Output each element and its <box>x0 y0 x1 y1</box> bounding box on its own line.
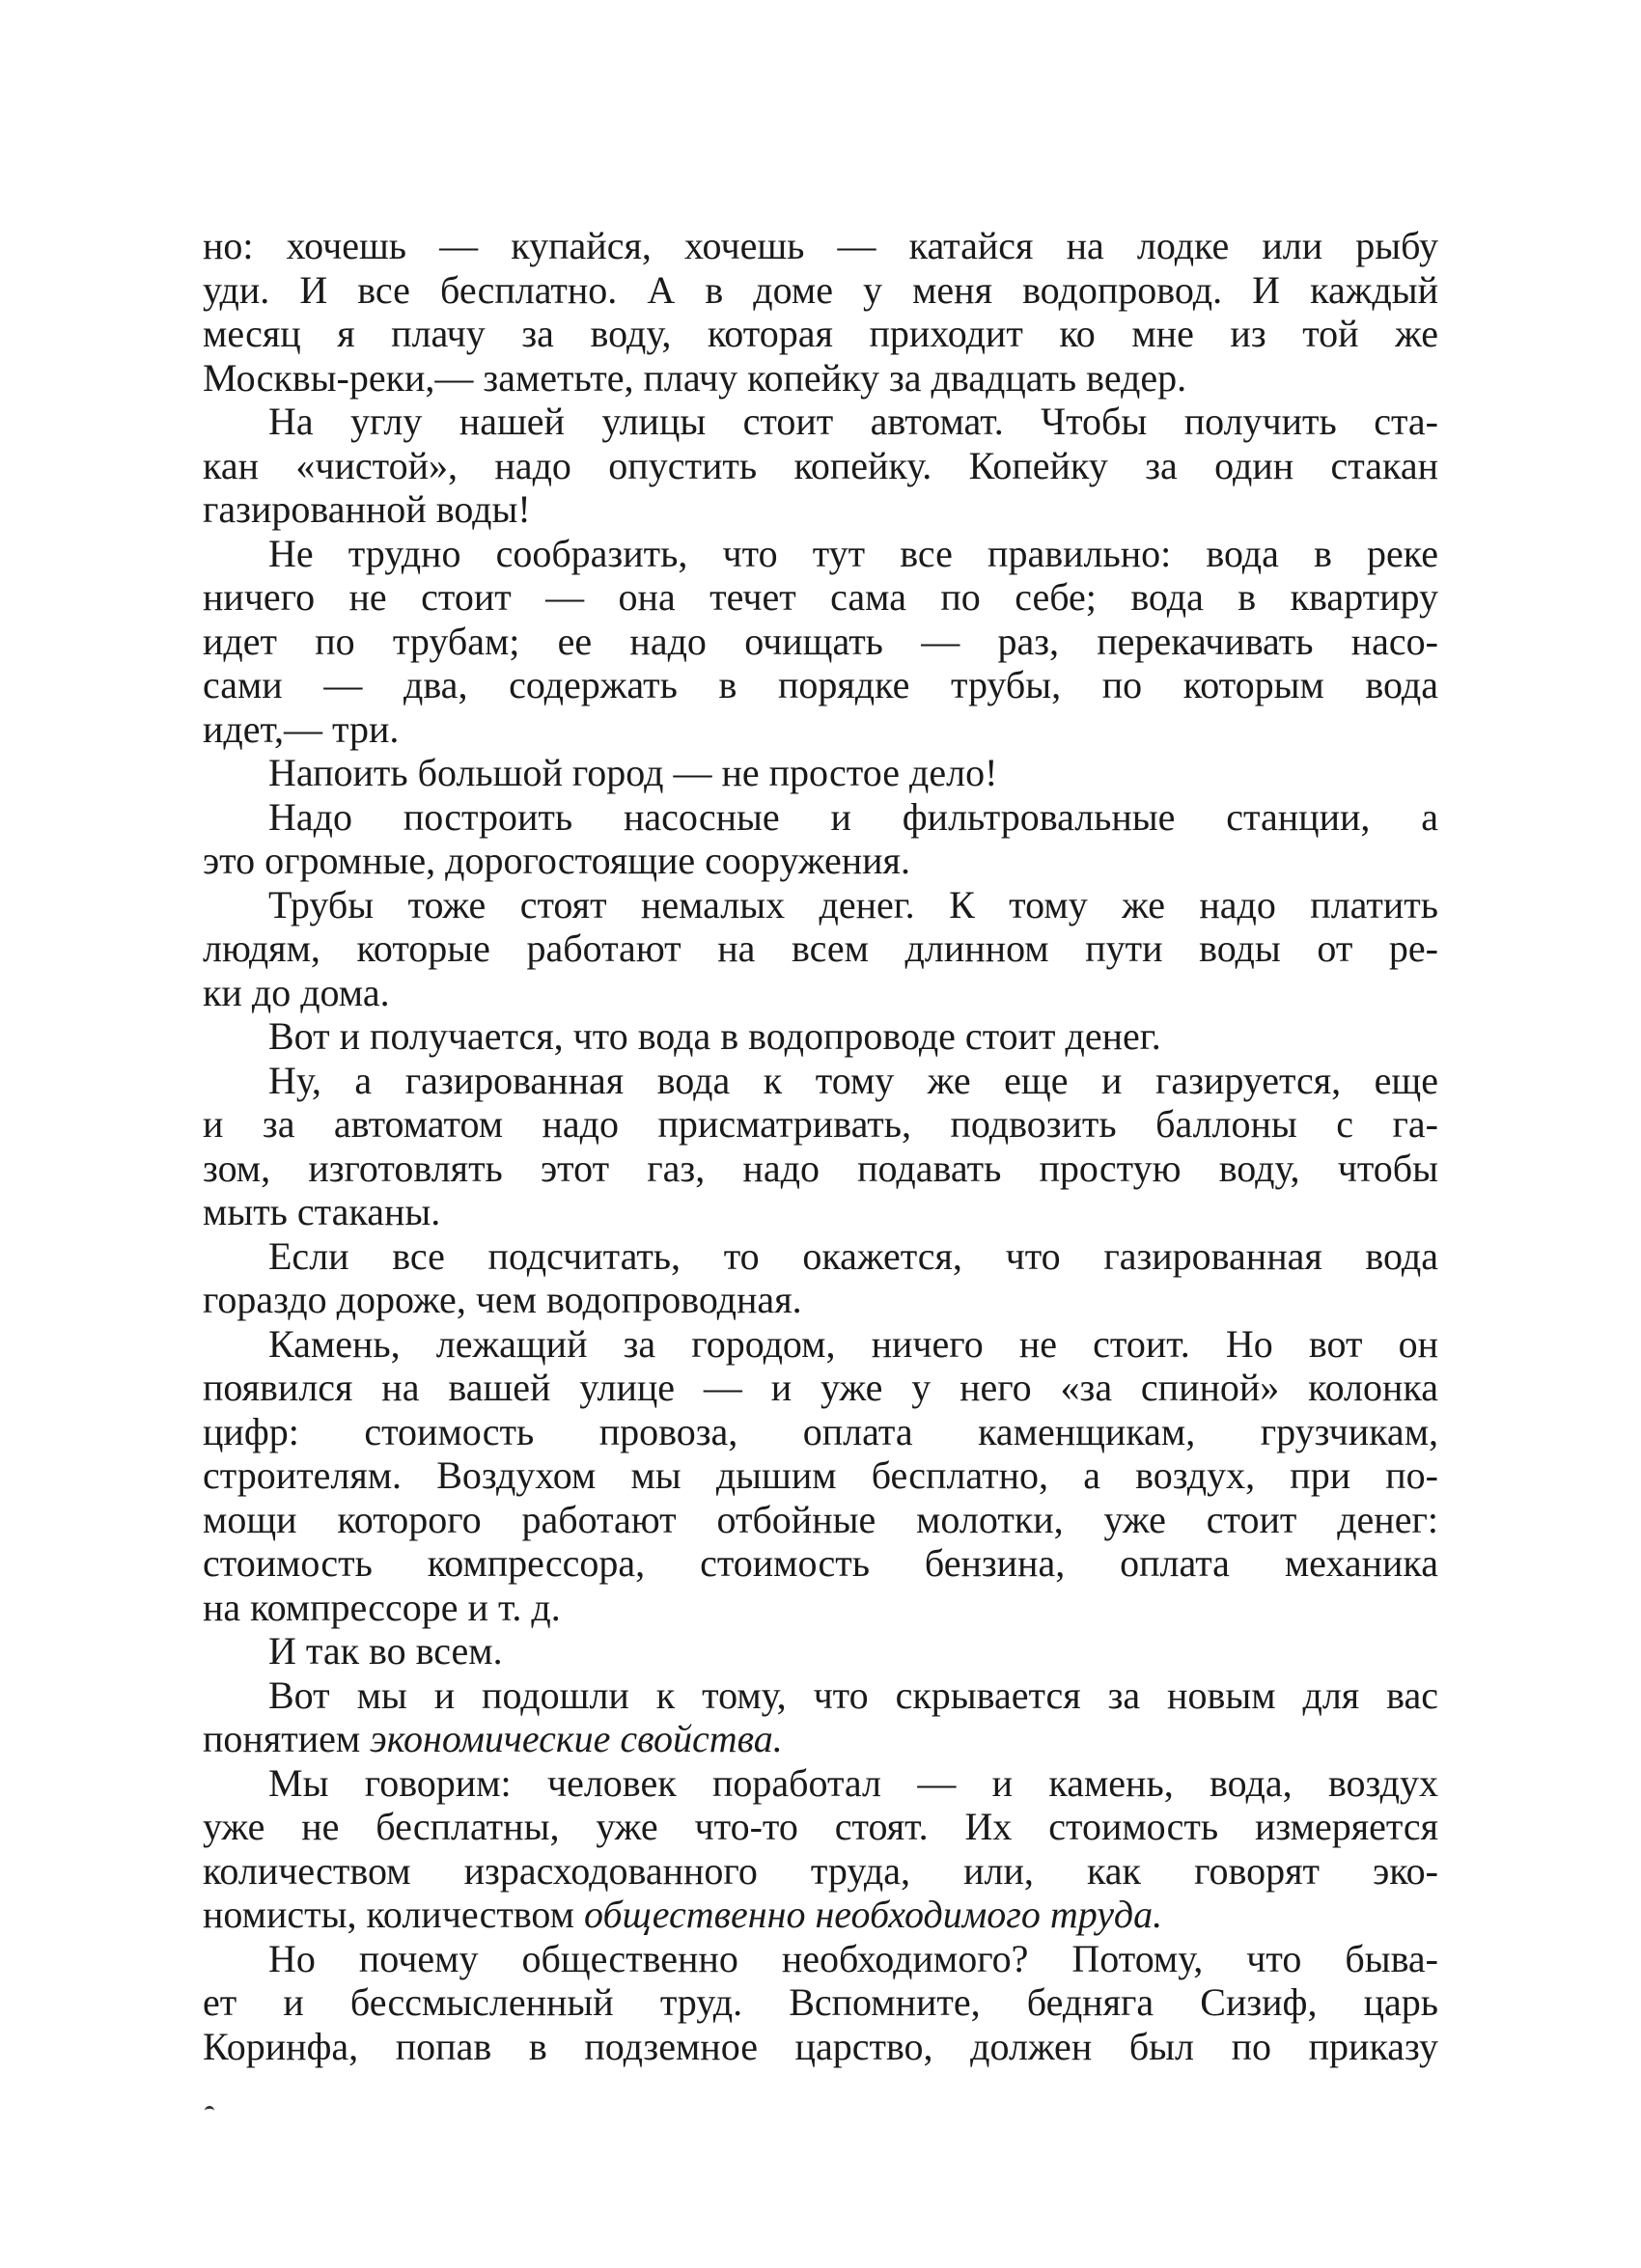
text-run: ет и бессмысленный труд. Вспомните, бедняга Сизиф, царь <box>203 1980 1438 2024</box>
paragraph <box>203 751 1438 795</box>
text-run: это огромные, дорогостоящие сооружения. <box>203 839 910 882</box>
text-line <box>203 1453 1438 1498</box>
paragraph <box>203 1761 1438 1937</box>
text-line <box>203 1410 1438 1454</box>
text-line <box>203 1980 1438 2025</box>
text-run: Но почему общественно необходимого? Потому, что быва- <box>268 1936 1438 1980</box>
text-run: зом, изготовлять этот газ, надо подавать простую воду, чтобы <box>203 1146 1438 1190</box>
text-run: месяц я плачу за воду, которая приходит ко мне из той же <box>203 312 1438 355</box>
paragraph <box>203 1234 1438 1322</box>
text-run: Надо построить насосные и фильтровальные станции, а <box>268 794 1438 839</box>
paragraph <box>203 795 1438 883</box>
text-run: Вот мы и подошли к тому, что скрывается за новым для вас <box>268 1673 1438 1717</box>
text-line <box>203 1190 1438 1234</box>
text-line <box>203 1937 1438 1981</box>
text-line <box>203 927 1438 971</box>
text-run: мыть стаканы. <box>203 1190 441 1233</box>
text-line <box>203 795 1438 840</box>
text-run: номисты, количеством <box>203 1893 584 1936</box>
paragraph <box>203 1629 1438 1673</box>
text-line <box>203 1849 1438 1894</box>
text-run: появился на вашей улице — и уже у него «за спиной» колонка <box>203 1366 1438 1409</box>
text-line <box>203 575 1438 620</box>
text-run: Коринфа, попав в подземное царство, должен был по приказу <box>203 2024 1438 2068</box>
text-line <box>203 1014 1438 1059</box>
text-run: стоимость компрессора, стоимость бензина, оплата механика <box>203 1541 1438 1585</box>
text-line <box>203 1586 1438 1630</box>
text-line <box>203 1717 1438 1761</box>
text-run: на компрессоре и т. д. <box>203 1585 561 1629</box>
text-run: понятием <box>203 1717 371 1760</box>
text-run: Не трудно сообразить, что тут все правильно: вода в реке <box>268 531 1438 575</box>
text-line <box>203 532 1438 576</box>
text-line <box>203 1629 1438 1673</box>
text-line <box>203 224 1438 268</box>
text-line <box>203 1322 1438 1367</box>
paragraph <box>203 400 1438 532</box>
text-run: ничего не стоит — она течет сама по себе; вода в квартиру <box>203 575 1438 619</box>
text-line <box>203 312 1438 356</box>
paragraph <box>203 1014 1438 1059</box>
paragraph <box>203 1322 1438 1630</box>
page-text <box>203 224 1438 2068</box>
paragraph <box>203 224 1438 400</box>
text-line <box>203 1366 1438 1410</box>
text-line <box>203 2025 1438 2069</box>
text-line <box>203 1147 1438 1191</box>
italic-term: экономические свойства. <box>370 1717 783 1760</box>
text-run: Если все подсчитать, то окажется, что газированная вода <box>268 1233 1438 1278</box>
text-line <box>203 444 1438 488</box>
text-run: газированной воды! <box>203 487 531 531</box>
text-run: сами — два, содержать в порядке трубы, по которым вода <box>203 663 1438 706</box>
text-run: И так во всем. <box>268 1629 503 1673</box>
text-line <box>203 971 1438 1015</box>
paragraph <box>203 1673 1438 1761</box>
text-line <box>203 663 1438 707</box>
text-run: количеством израсходованного труда, или, как говорят эко- <box>203 1848 1438 1893</box>
text-run: и за автоматом надо присматривать, подвозить баллоны с га- <box>203 1102 1438 1146</box>
paragraph <box>203 1059 1438 1234</box>
text-line <box>203 839 1438 883</box>
text-line <box>203 1893 1438 1937</box>
paragraph <box>203 532 1438 752</box>
text-run: гораздо дороже, чем водопроводная. <box>203 1278 802 1321</box>
text-line <box>203 487 1438 532</box>
text-line <box>203 1234 1438 1279</box>
text-line <box>203 751 1438 795</box>
text-run: Вот и получается, что вода в водопроводе стоит денег. <box>268 1014 1161 1058</box>
page-number-mark <box>205 2106 214 2115</box>
text-line <box>203 883 1438 927</box>
italic-term: общественно необходимого труда. <box>583 1893 1163 1936</box>
text-line <box>203 1673 1438 1718</box>
text-run: ки до дома. <box>203 970 390 1014</box>
text-line <box>203 356 1438 401</box>
text-run: людям, которые работают на всем длинном пути воды от ре- <box>203 927 1438 970</box>
text-run: уди. И все бесплатно. А в доме у меня водопровод. И каждый <box>203 267 1438 312</box>
text-run: уже не бесплатны, уже что-то стоят. Их стоимость измеряется <box>203 1805 1438 1848</box>
text-line <box>203 1059 1438 1103</box>
text-line <box>203 400 1438 444</box>
text-run: Мы говорим: человек поработал — и камень, вода, воздух <box>268 1760 1438 1805</box>
paragraph <box>203 883 1438 1015</box>
text-run: Напоить большой город — не простое дело! <box>268 751 998 794</box>
text-line <box>203 268 1438 313</box>
text-run: идет по трубам; ее надо очищать — раз, перекачивать насо- <box>203 619 1438 663</box>
paragraph <box>203 1937 1438 2069</box>
text-line <box>203 1498 1438 1542</box>
text-run: но: хочешь — купайся, хочешь — катайся на лодке или рыбу <box>203 224 1438 267</box>
text-run: Камень, лежащий за городом, ничего не стоит. Но вот он <box>268 1321 1438 1366</box>
text-line <box>203 1805 1438 1849</box>
text-line <box>203 707 1438 752</box>
text-run: строителям. Воздухом мы дышим бесплатно, а воздух, при по- <box>203 1453 1438 1497</box>
text-run: идет,— три. <box>203 706 400 751</box>
text-run: мощи которого работают отбойные молотки, уже стоит денег: <box>203 1497 1438 1541</box>
text-run: кан «чистой», надо опустить копейку. Копейку за один стакан <box>203 443 1438 487</box>
text-line <box>203 1102 1438 1147</box>
text-line <box>203 1541 1438 1586</box>
text-run: Ну, а газированная вода к тому же еще и газируется, еще <box>268 1058 1438 1102</box>
text-run: Трубы тоже стоят немалых денег. К тому же надо платить <box>268 882 1438 927</box>
text-line <box>203 620 1438 664</box>
text-line <box>203 1278 1438 1322</box>
text-line <box>203 1761 1438 1806</box>
text-run: На углу нашей улицы стоит автомат. Чтобы получить ста- <box>268 400 1438 443</box>
text-run: Москвы-реки,— заметьте, плачу копейку за двадцать ведер. <box>203 355 1187 400</box>
text-run: цифр: стоимость провоза, оплата каменщикам, грузчикам, <box>203 1409 1438 1453</box>
